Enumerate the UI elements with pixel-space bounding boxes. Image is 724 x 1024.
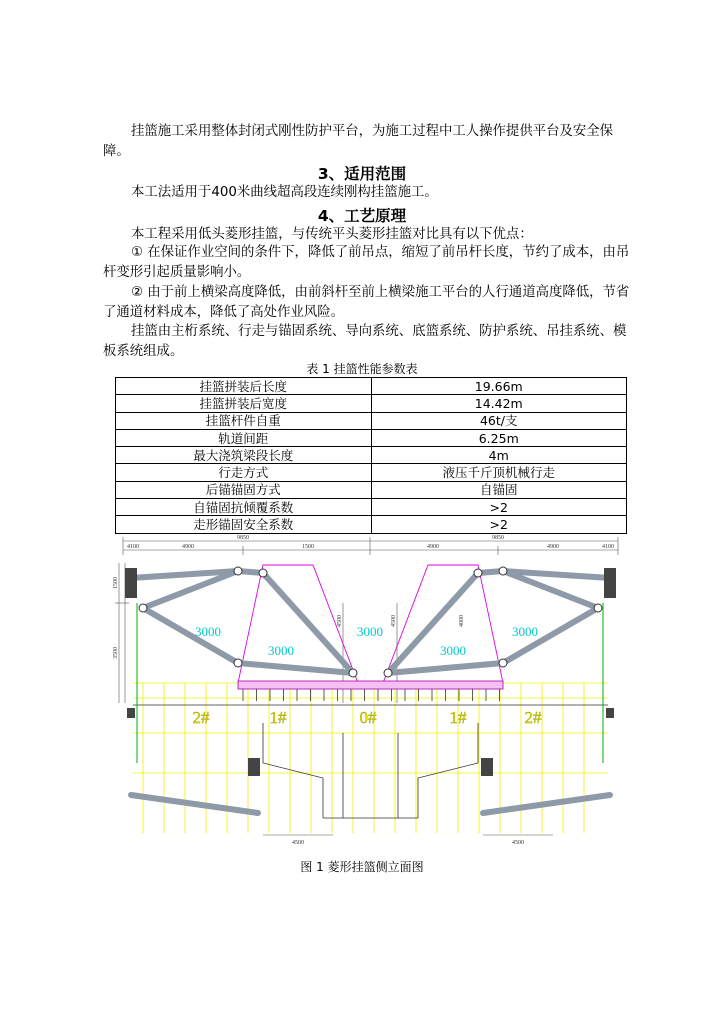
table-row (116, 499, 627, 516)
param-name-cell: 走形锚固安全系数 (116, 516, 372, 533)
dim-top-mid-right: 4900 (427, 544, 439, 550)
dim-top-far-right: 4100 (602, 544, 614, 550)
param-name-cell: 挂篮拼装后宽度 (116, 395, 372, 412)
param-value-cell: 4m (371, 447, 627, 464)
dim-bottom-right: 4500 (512, 840, 524, 846)
dim-top-mid-left: 4900 (182, 544, 194, 550)
param-name-cell: 行走方式 (116, 464, 372, 481)
paragraph-systems: 挂篮由主桁系统、行走与锚固系统、导向系统、底篮系统、防护系统、吊挂系统、模板系统组成。 (103, 324, 627, 359)
paragraph-advantage-1: ① 在保证作业空间的条件下，降低了前吊点，缩短了前吊杆长度，节约了成本，由吊杆变形引起质量影响小。 (103, 245, 630, 280)
figure-caption: 图 1 菱形挂篮侧立面图 (300, 860, 424, 874)
span-label-center: 3000 (357, 624, 383, 639)
param-value-cell: 自锚固 (371, 481, 627, 498)
main-truss (131, 571, 610, 673)
param-value-cell: 46t/支 (371, 412, 627, 429)
dim-top-center-left: 1500 (302, 544, 314, 550)
table-row (116, 378, 627, 395)
segment-label-1-left: 1# (269, 708, 287, 727)
param-value-cell: >2 (371, 516, 627, 533)
parameter-table (115, 377, 627, 534)
paragraph-scope: 本工法适用于400米曲线超高段连续刚构挂篮施工。 (131, 185, 438, 200)
span-label-left-inner: 3000 (268, 643, 294, 658)
span-label-right-inner: 3000 (440, 643, 466, 658)
formwork-grid-lines (133, 683, 608, 833)
param-name-cell: 挂篮拼装后长度 (116, 378, 372, 395)
dim-top-total-right: 9850 (492, 535, 504, 541)
dim-top-total: 9850 (237, 535, 249, 541)
dim-mid-v1: 4500 (337, 615, 343, 627)
table-row (116, 429, 627, 446)
bottom-basket-beams (131, 795, 610, 813)
paragraph-advantage-2: ② 由于前上横梁高度降低，由前斜杆至前上横梁施工平台的人行通道高度降低，节省了通道材料成本，降低了高处作业风险。 (103, 285, 630, 320)
param-name-cell: 最大浇筑梁段长度 (116, 447, 372, 464)
param-value-cell: 19.66m (371, 378, 627, 395)
segment-label-2-left: 2# (192, 708, 210, 727)
table-row (116, 412, 627, 429)
paragraph-principle: 本工程采用低头菱形挂篮，与传统平头菱形挂篮对比具有以下优点： (131, 227, 533, 242)
table-row (116, 464, 627, 481)
param-value-cell: 液压千斤顶机械行走 (371, 464, 627, 481)
heading-section-3: 3、适用范围 (317, 165, 407, 183)
dim-bottom-left: 4500 (292, 840, 304, 846)
heading-section-4: 4、工艺原理 (317, 207, 407, 225)
segment-label-1-right: 1# (449, 708, 467, 727)
dim-top-right: 4900 (547, 544, 559, 550)
form-traveller-elevation-drawing (113, 533, 628, 848)
deck-platform (238, 681, 503, 689)
table-row (116, 395, 627, 412)
param-value-cell: >2 (371, 499, 627, 516)
span-label-left-outer: 3000 (195, 624, 221, 639)
table-row (116, 481, 627, 498)
param-name-cell: 轨道间距 (116, 429, 372, 446)
dim-right-v: 4000 (459, 615, 465, 627)
param-name-cell: 挂篮杆件自重 (116, 412, 372, 429)
span-label-right-outer: 3000 (512, 624, 538, 639)
segment-label-0: 0# (359, 708, 377, 727)
dim-mid-v2: 4500 (391, 615, 397, 627)
paragraph-intro: 挂篮施工采用整体封闭式刚性防护平台，为施工过程中工人操作提供平台及安全保障。 (103, 124, 614, 159)
dim-left-v2: 3500 (113, 647, 119, 659)
segment-label-2-right: 2# (524, 708, 542, 727)
dim-left-v1: 1500 (113, 577, 119, 589)
param-name-cell: 自锚固抗倾覆系数 (116, 499, 372, 516)
dim-top-left: 4100 (127, 544, 139, 550)
table-caption: 表 1 挂篮性能参数表 (306, 362, 418, 376)
table-row (116, 447, 627, 464)
param-value-cell: 14.42m (371, 395, 627, 412)
hanger-rods (243, 689, 500, 701)
param-value-cell: 6.25m (371, 429, 627, 446)
table-row (116, 516, 627, 533)
param-name-cell: 后锚锚固方式 (116, 481, 372, 498)
